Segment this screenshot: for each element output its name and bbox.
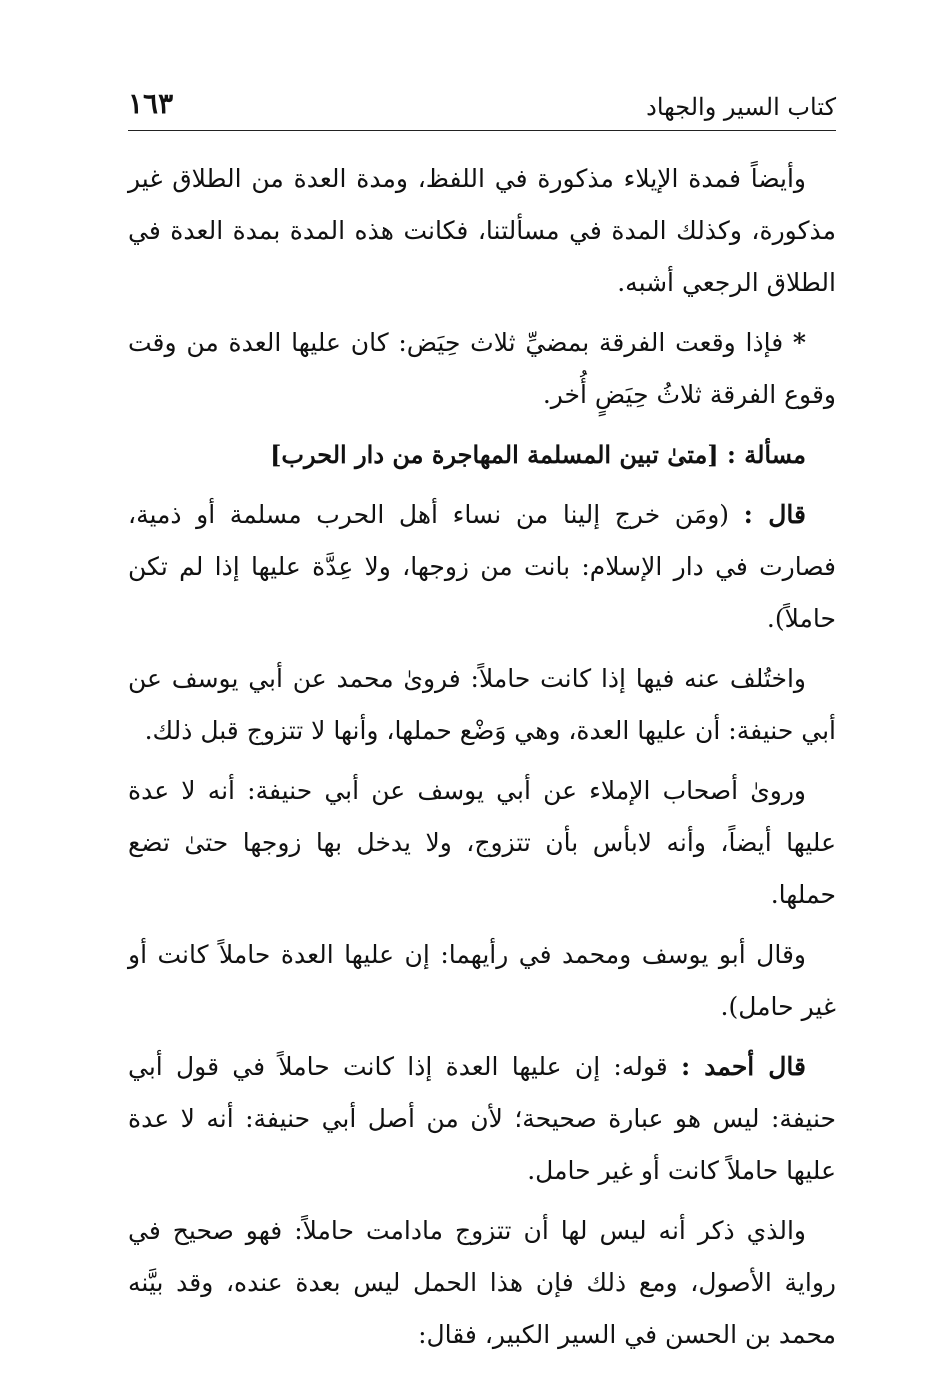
heading-title: [متىٰ تبين المسلمة المهاجرة من دار الحرب] — [270, 440, 719, 469]
paragraph-three-menses — [128, 317, 836, 421]
paragraph-text: قوله: إن عليها العدة إذا كانت حاملاً في قول أبي حنيفة: ليس هو عبارة صحيحة؛ لأن من أصل أبي حنيفة: أنه لا عدة عليها حاملاً كانت أو غير حامل. — [128, 1052, 836, 1185]
page-body — [128, 153, 836, 1361]
paragraph-qala-ahmad — [128, 1041, 836, 1197]
paragraph-text: وأيضاً فمدة الإيلاء مذكورة في اللفظ، ومدة العدة من الطلاق غير مذكورة، وكذلك المدة في مسألتنا، فكانت هذه المدة بمدة العدة في الطلاق الرجعي أشبه. — [128, 164, 836, 297]
paragraph-text: ورویٰ أصحاب الإملاء عن أبي يوسف عن أبي حنيفة: أنه لا عدة عليها أيضاً، وأنه لابأس بأن تتزوج، ولا يدخل بها زوجها حتىٰ تضع حملها. — [128, 776, 836, 909]
paragraph-alladhi-dhakara — [128, 1205, 836, 1361]
paragraph-text: وقال أبو يوسف ومحمد في رأيهما: إن عليها العدة حاملاً كانت أو غير حامل). — [128, 940, 836, 1021]
speaker-label: قال : — [743, 500, 806, 529]
running-title: كتاب السير والجهاد — [646, 93, 836, 121]
paragraph-text: (ومَن خرج إلينا من نساء أهل الحرب مسلمة أو ذمية، فصارت في دار الإسلام: بانت من زوجها، ولا عِدَّة عليها إذا لم تكن حاملاً). — [128, 500, 836, 633]
star-marker: * — [792, 328, 806, 357]
paragraph-ikhtulif — [128, 653, 836, 757]
paragraph-abu-yusuf-muhammad — [128, 929, 836, 1033]
paragraph-text: فإذا وقعت الفرقة بمضيِّ ثلاث حِيَض: كان عليها العدة من وقت وقوع الفرقة ثلاثُ حِيَضٍ أُخر. — [128, 328, 836, 409]
paragraph-text: والذي ذكر أنه ليس لها أن تتزوج مادامت حاملاً: فهو صحيح في رواية الأصول، ومع ذلك فإن هذا الحمل ليس بعدة عنده، وقد بيَّنه محمد بن الحسن في السير الكبير، فقال: — [128, 1216, 836, 1349]
paragraph-iila-comparison — [128, 153, 836, 309]
section-heading — [128, 429, 836, 481]
page-number: ١٦٣ — [128, 87, 174, 120]
book-page — [128, 86, 836, 1349]
paragraph-rawa-imla — [128, 765, 836, 921]
heading-label: مسألة : — [727, 440, 806, 469]
speaker-label: قال أحمد : — [681, 1052, 806, 1081]
paragraph-text: واختُلف عنه فيها إذا كانت حاملاً: فروىٰ محمد عن أبي يوسف عن أبي حنيفة: أن عليها العدة، وهي وَضْع حملها، وأنها لا تتزوج قبل ذلك. — [128, 664, 836, 745]
running-header — [128, 86, 836, 131]
paragraph-qala — [128, 489, 836, 645]
